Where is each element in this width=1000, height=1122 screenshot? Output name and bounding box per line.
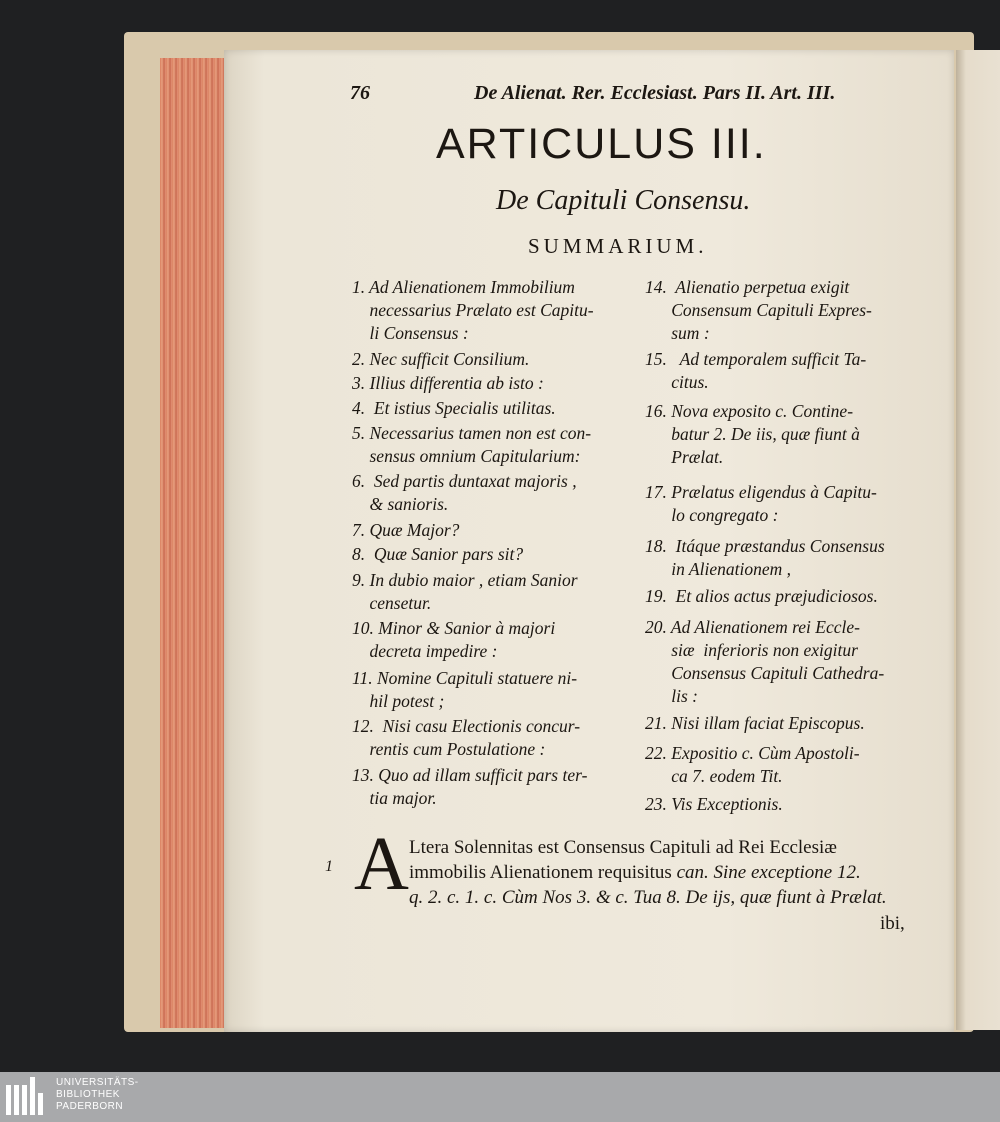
summary-item-11: 11. Nomine Capituli statuere ni- hil potest ; [352, 668, 578, 711]
body-line-2 [409, 862, 861, 884]
article-subtitle: De Capituli Consensu. [496, 185, 751, 216]
summary-item-7: 7. Quæ Major? [352, 520, 460, 540]
right-page-edge [956, 50, 1000, 1030]
catchword: ibi, [880, 913, 905, 934]
article-title: ARTICULUS III. [436, 120, 767, 168]
summary-item-13: 13. Quo ad illam sufficit pars ter- tia major. [352, 765, 588, 808]
body-line-2b: can. Sine exceptione 12. [676, 862, 861, 883]
page-number: 76 [350, 82, 370, 104]
body-line-1: Ltera Solennitas est Consensus Capituli ad Rei Ecclesiæ [409, 837, 837, 858]
running-title: De Alienat. Rer. Ecclesiast. Pars II. Art. III. [474, 82, 836, 104]
body-line-3: q. 2. c. 1. c. Cùm Nos 3. & c. Tua 8. De ijs, quæ fiunt à Prælat. [409, 887, 887, 908]
body-line-2a: immobilis Alienationem requisitus [409, 862, 672, 883]
page-edges [160, 58, 226, 1028]
drop-cap: A [354, 822, 409, 906]
footer-bar [0, 1072, 1000, 1122]
summary-item-4: 4. Et istius Specialis utilitas. [352, 398, 556, 418]
summary-item-12: 12. Nisi casu Electionis concur- rentis cum Postulatione : [352, 716, 581, 759]
summary-item-14: 14. Alienatio perpetua exigit Consensum Capituli Expres- sum : [645, 277, 872, 343]
library-logo-text [56, 1077, 139, 1113]
summary-item-8: 8. Quæ Sanior pars sit? [352, 544, 524, 564]
logo-line-3: PADERBORN [56, 1101, 124, 1112]
summary-item-20: 20. Ad Alienationem rei Eccle- siæ inferioris non exigitur Consensus Capituli Cathedra- lis : [645, 617, 885, 706]
summary-item-19: 19. Et alios actus præjudiciosos. [645, 586, 878, 606]
logo-line-2: BIBLIOTHEK [56, 1089, 120, 1100]
summary-item-3: 3. Illius differentia ab isto : [352, 373, 544, 393]
summary-item-1: 1. Ad Alienationem Immobilium necessarius Prælato est Capitu- li Consensus : [352, 277, 594, 343]
margin-note: 1 [325, 858, 333, 875]
library-logo-icon [6, 1077, 48, 1115]
summary-item-10: 10. Minor & Sanior à majori decreta impedire : [352, 618, 556, 661]
summary-item-17: 17. Prælatus eligendus à Capitu- lo congregato : [645, 482, 877, 525]
summary-item-6: 6. Sed partis duntaxat majoris , & sanioris. [352, 471, 577, 514]
summary-item-21: 21. Nisi illam faciat Episcopus. [645, 713, 865, 733]
summary-item-5: 5. Necessarius tamen non est con- sensus omnium Capitularium: [352, 423, 592, 466]
summary-heading: SUMMARIUM. [528, 234, 708, 258]
summary-item-9: 9. In dubio maior , etiam Sanior censetur. [352, 570, 578, 613]
summary-item-2: 2. Nec sufficit Consilium. [352, 349, 530, 369]
summary-item-22: 22. Expositio c. Cùm Apostoli- ca 7. eodem Tit. [645, 743, 860, 786]
logo-line-1: UNIVERSITÄTS- [56, 1077, 139, 1088]
summary-item-15: 15. Ad temporalem sufficit Ta- citus. [645, 349, 867, 392]
summary-item-23: 23. Vis Exceptionis. [645, 794, 783, 814]
summary-item-18: 18. Itáque præstandus Consensus in Alienationem , [645, 536, 885, 579]
summary-item-16: 16. Nova exposito c. Contine- batur 2. De iis, quæ fiunt à Prælat. [645, 401, 860, 467]
